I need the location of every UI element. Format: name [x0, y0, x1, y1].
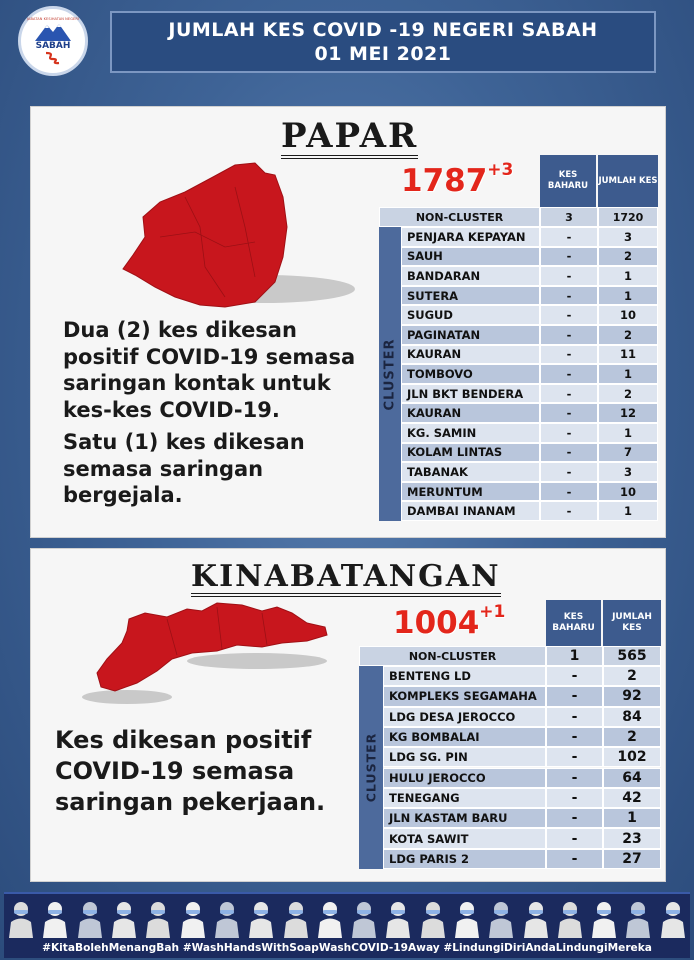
papar-count-delta: +3 [487, 160, 514, 180]
health-worker-icon [77, 900, 103, 938]
cluster-name: TOMBOVO [401, 364, 540, 384]
health-worker-icon [145, 900, 171, 938]
cluster-total-cases: 27 [603, 849, 661, 869]
cluster-name: PAGINATAN [401, 325, 540, 345]
cluster-total-cases: 2 [598, 247, 658, 267]
papar-col-total: JUMLAH KES [598, 155, 658, 207]
cluster-total-cases: 42 [603, 788, 661, 808]
kinabatangan-desc-line1: Kes dikesan positif COVID-19 semasa saringan pekerjaan. [55, 726, 326, 816]
cluster-row [401, 305, 658, 325]
cluster-name: BENTENG LD [383, 666, 546, 686]
cluster-name: BANDARAN [401, 266, 540, 286]
cluster-name: TABANAK [401, 462, 540, 482]
cluster-total-cases: 84 [603, 707, 661, 727]
cluster-total-cases: 2 [603, 666, 661, 686]
non-cluster-new: 1 [546, 646, 603, 666]
cluster-name: LDG SG. PIN [383, 747, 546, 767]
logo-swoosh-icon [43, 51, 63, 65]
cluster-name: KG BOMBALAI [383, 727, 546, 747]
cluster-new-cases: - [546, 707, 603, 727]
cluster-new-cases: - [546, 747, 603, 767]
cluster-name: LDG PARIS 2 [383, 849, 546, 869]
non-cluster-total: 1720 [598, 207, 658, 227]
cluster-name: LDG DESA JEROCCO [383, 707, 546, 727]
cluster-row [383, 808, 661, 828]
papar-col-new: KES BAHARU [540, 155, 596, 207]
cluster-total-cases: 1 [598, 286, 658, 306]
non-cluster-label: NON-CLUSTER [379, 207, 540, 227]
cluster-name: PENJARA KEPAYAN [401, 227, 540, 247]
cluster-total-cases: 2 [598, 384, 658, 404]
cluster-name: HULU JEROCCO [383, 768, 546, 788]
cluster-name: KOTA SAWIT [383, 828, 546, 848]
header-date: 01 MEI 2021 [314, 43, 452, 65]
health-worker-icon [660, 900, 686, 938]
kinabatangan-total-count [393, 602, 506, 641]
cluster-total-cases: 3 [598, 227, 658, 247]
cluster-total-cases: 1 [603, 808, 661, 828]
health-worker-icon [557, 900, 583, 938]
cluster-new-cases: - [540, 286, 598, 306]
non-cluster-new: 3 [540, 207, 598, 227]
cluster-new-cases: - [540, 403, 598, 423]
cluster-new-cases: - [546, 849, 603, 869]
cluster-row [401, 325, 658, 345]
cluster-name: KAURAN [401, 403, 540, 423]
cluster-name: SAUH [401, 247, 540, 267]
cluster-total-cases: 3 [598, 462, 658, 482]
health-worker-icon [523, 900, 549, 938]
cluster-new-cases: - [540, 227, 598, 247]
kinabatangan-panel [30, 548, 666, 882]
cluster-row [401, 423, 658, 443]
logo-small-text: JABATAN KESIHATAN NEGERI [26, 17, 79, 21]
cluster-row [383, 768, 661, 788]
health-worker-icon [214, 900, 240, 938]
cluster-total-cases: 11 [598, 345, 658, 365]
mountain-logo-icon [33, 21, 73, 43]
cluster-total-cases: 12 [598, 403, 658, 423]
footer-hashtags: #KitaBolehMenangBah #WashHandsWithSoapWashCOVID-19Away #LindungiDiriAndaLindungiMereka [42, 942, 652, 954]
cluster-total-cases: 1 [598, 364, 658, 384]
health-worker-icon [317, 900, 343, 938]
cluster-name: MERUNTUM [401, 482, 540, 502]
cluster-total-cases: 10 [598, 305, 658, 325]
cluster-total-cases: 1 [598, 266, 658, 286]
page-header [110, 11, 656, 73]
health-worker-icon [8, 900, 34, 938]
kinabatangan-title: KINABATANGAN [191, 561, 501, 597]
kinabatangan-cluster-label: CLUSTER [359, 666, 383, 869]
cluster-name: KAURAN [401, 345, 540, 365]
cluster-row [401, 364, 658, 384]
papar-desc-line2: Satu (1) kes dikesan semasa saringan bergejala. [63, 430, 305, 507]
health-worker-icon [111, 900, 137, 938]
cluster-new-cases: - [546, 666, 603, 686]
papar-cluster-label: CLUSTER [379, 227, 401, 521]
cluster-row [401, 247, 658, 267]
cluster-row [401, 482, 658, 502]
logo-text: SABAH [35, 41, 71, 51]
cluster-new-cases: - [546, 768, 603, 788]
papar-total-count [401, 160, 514, 199]
cluster-total-cases: 2 [598, 325, 658, 345]
papar-title: PAPAR [281, 119, 418, 159]
cluster-row [383, 849, 661, 869]
cluster-row [401, 403, 658, 423]
cluster-new-cases: - [540, 482, 598, 502]
cluster-row [383, 747, 661, 767]
health-worker-icon [625, 900, 651, 938]
kinabatangan-count-delta: +1 [479, 602, 506, 622]
cluster-new-cases: - [540, 384, 598, 404]
cluster-name: TENEGANG [383, 788, 546, 808]
kinabatangan-col-new: KES BAHARU [546, 600, 601, 646]
health-worker-icon [283, 900, 309, 938]
kinabatangan-non-cluster-row [359, 646, 661, 666]
cluster-new-cases: - [540, 423, 598, 443]
cluster-row [383, 727, 661, 747]
health-worker-icon [248, 900, 274, 938]
cluster-row [383, 666, 661, 686]
cluster-row [383, 686, 661, 706]
cluster-row [401, 462, 658, 482]
non-cluster-total: 565 [603, 646, 661, 666]
cluster-new-cases: - [540, 364, 598, 384]
cluster-total-cases: 2 [603, 727, 661, 747]
cluster-row [401, 286, 658, 306]
cluster-row [401, 227, 658, 247]
cluster-new-cases: - [546, 828, 603, 848]
cluster-row [383, 828, 661, 848]
health-worker-icon [180, 900, 206, 938]
cluster-total-cases: 102 [603, 747, 661, 767]
cluster-row [401, 501, 658, 521]
papar-count: 1787 [401, 163, 488, 199]
cluster-new-cases: - [540, 443, 598, 463]
cluster-new-cases: - [540, 501, 598, 521]
cluster-total-cases: 7 [598, 443, 658, 463]
cluster-new-cases: - [540, 325, 598, 345]
health-worker-icon [454, 900, 480, 938]
cluster-total-cases: 1 [598, 501, 658, 521]
cluster-total-cases: 10 [598, 482, 658, 502]
cluster-name: KOLAM LINTAS [401, 443, 540, 463]
cluster-row [383, 788, 661, 808]
cluster-total-cases: 1 [598, 423, 658, 443]
cluster-total-cases: 23 [603, 828, 661, 848]
cluster-row [401, 443, 658, 463]
cluster-total-cases: 64 [603, 768, 661, 788]
health-worker-figures [4, 898, 690, 938]
cluster-new-cases: - [540, 462, 598, 482]
cluster-row [401, 345, 658, 365]
kinabatangan-count: 1004 [393, 605, 480, 641]
health-worker-icon [488, 900, 514, 938]
cluster-name: KOMPLEKS SEGAMAHA [383, 686, 546, 706]
cluster-name: SUGUD [401, 305, 540, 325]
cluster-new-cases: - [546, 686, 603, 706]
cluster-new-cases: - [546, 727, 603, 747]
cluster-new-cases: - [546, 808, 603, 828]
kinabatangan-map-icon [67, 599, 337, 709]
cluster-new-cases: - [540, 345, 598, 365]
papar-panel [30, 106, 666, 538]
non-cluster-label: NON-CLUSTER [359, 646, 546, 666]
cluster-name: KG. SAMIN [401, 423, 540, 443]
papar-non-cluster-row [379, 207, 658, 227]
kinabatangan-col-total: JUMLAH KES [603, 600, 661, 646]
cluster-row [401, 266, 658, 286]
papar-map-icon [105, 157, 355, 317]
sabah-health-logo [18, 6, 88, 76]
cluster-row [401, 384, 658, 404]
cluster-name: DAMBAI INANAM [401, 501, 540, 521]
health-worker-icon [351, 900, 377, 938]
health-worker-icon [420, 900, 446, 938]
header-title: JUMLAH KES COVID -19 NEGERI SABAH [168, 19, 598, 41]
papar-description [63, 317, 363, 509]
cluster-new-cases: - [540, 247, 598, 267]
cluster-new-cases: - [546, 788, 603, 808]
cluster-name: SUTERA [401, 286, 540, 306]
papar-desc-line1: Dua (2) kes dikesan positif COVID-19 semasa saringan kontak untuk kes-kes COVID-19. [63, 318, 356, 422]
kinabatangan-description [55, 725, 355, 818]
cluster-name: JLN BKT BENDERA [401, 384, 540, 404]
cluster-row [383, 707, 661, 727]
footer-banner [4, 892, 690, 958]
cluster-new-cases: - [540, 305, 598, 325]
health-worker-icon [385, 900, 411, 938]
cluster-name: JLN KASTAM BARU [383, 808, 546, 828]
health-worker-icon [42, 900, 68, 938]
cluster-total-cases: 92 [603, 686, 661, 706]
cluster-new-cases: - [540, 266, 598, 286]
health-worker-icon [591, 900, 617, 938]
